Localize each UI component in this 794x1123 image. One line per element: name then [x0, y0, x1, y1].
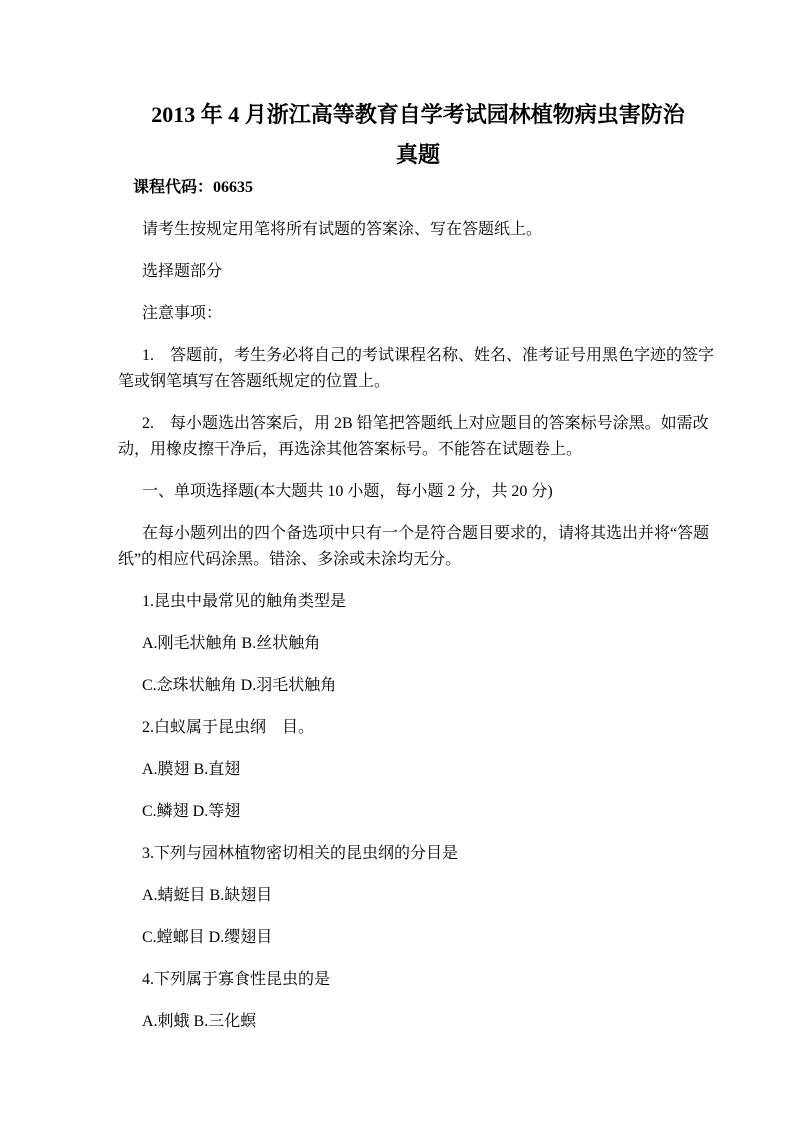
question-2-text: 2.白蚁属于昆虫纲 目。	[142, 719, 315, 736]
question-4-text: 4.下列属于寡食性昆虫的是	[142, 971, 331, 988]
course-code: 课程代码：06635	[133, 179, 254, 196]
question-1-options-cd: C.念珠状触角 D.羽毛状触角	[142, 677, 337, 694]
question-2-options-cd: C.鳞翅 D.等翅	[142, 803, 241, 820]
question-1-text: 1.昆虫中最常见的触角类型是	[142, 593, 347, 610]
question-4-options-ab: A.刺蛾 B.三化螟	[142, 1013, 257, 1030]
question-2-options-ab: A.膜翅 B.直翅	[142, 761, 241, 778]
section-part-label: 选择题部分	[142, 263, 223, 280]
notes-heading: 注意事项：	[142, 305, 223, 322]
document-title: 2013 年 4 月浙江高等教育自学考试园林植物病虫害防治真题	[151, 102, 685, 167]
question-3-text: 3.下列与园林植物密切相关的昆虫纲的分目是	[142, 845, 459, 862]
question-3-options-cd: C.螳螂目 D.缨翅目	[142, 929, 273, 946]
exam-instruction: 请考生按规定用笔将所有试题的答案涂、写在答题纸上。	[142, 221, 543, 238]
note-item-2: 2. 每小题选出答案后，用 2B 铅笔把答题纸上对应题目的答案标号涂黑。如需改动，用橡皮擦干净后，再选涂其他答案标号。不能答在试题卷上。	[118, 415, 709, 458]
section-one-heading: 一、单项选择题(本大题共 10 小题，每小题 2 分，共 20 分)	[142, 483, 553, 500]
question-3-options-ab: A.蜻蜓目 B.缺翅目	[142, 887, 273, 904]
note-item-1: 1. 答题前，考生务必将自己的考试课程名称、姓名、准考证号用黑色字迹的签字笔或钢笔填写在答题纸规定的位置上。	[118, 347, 715, 390]
question-1-options-ab: A.刚毛状触角 B.丝状触角	[142, 635, 321, 652]
section-one-instruction: 在每小题列出的四个备选项中只有一个是符合题目要求的，请将其选出并将“答题纸”的相应代码涂黑。错涂、多涂或未涂均无分。	[118, 525, 710, 568]
